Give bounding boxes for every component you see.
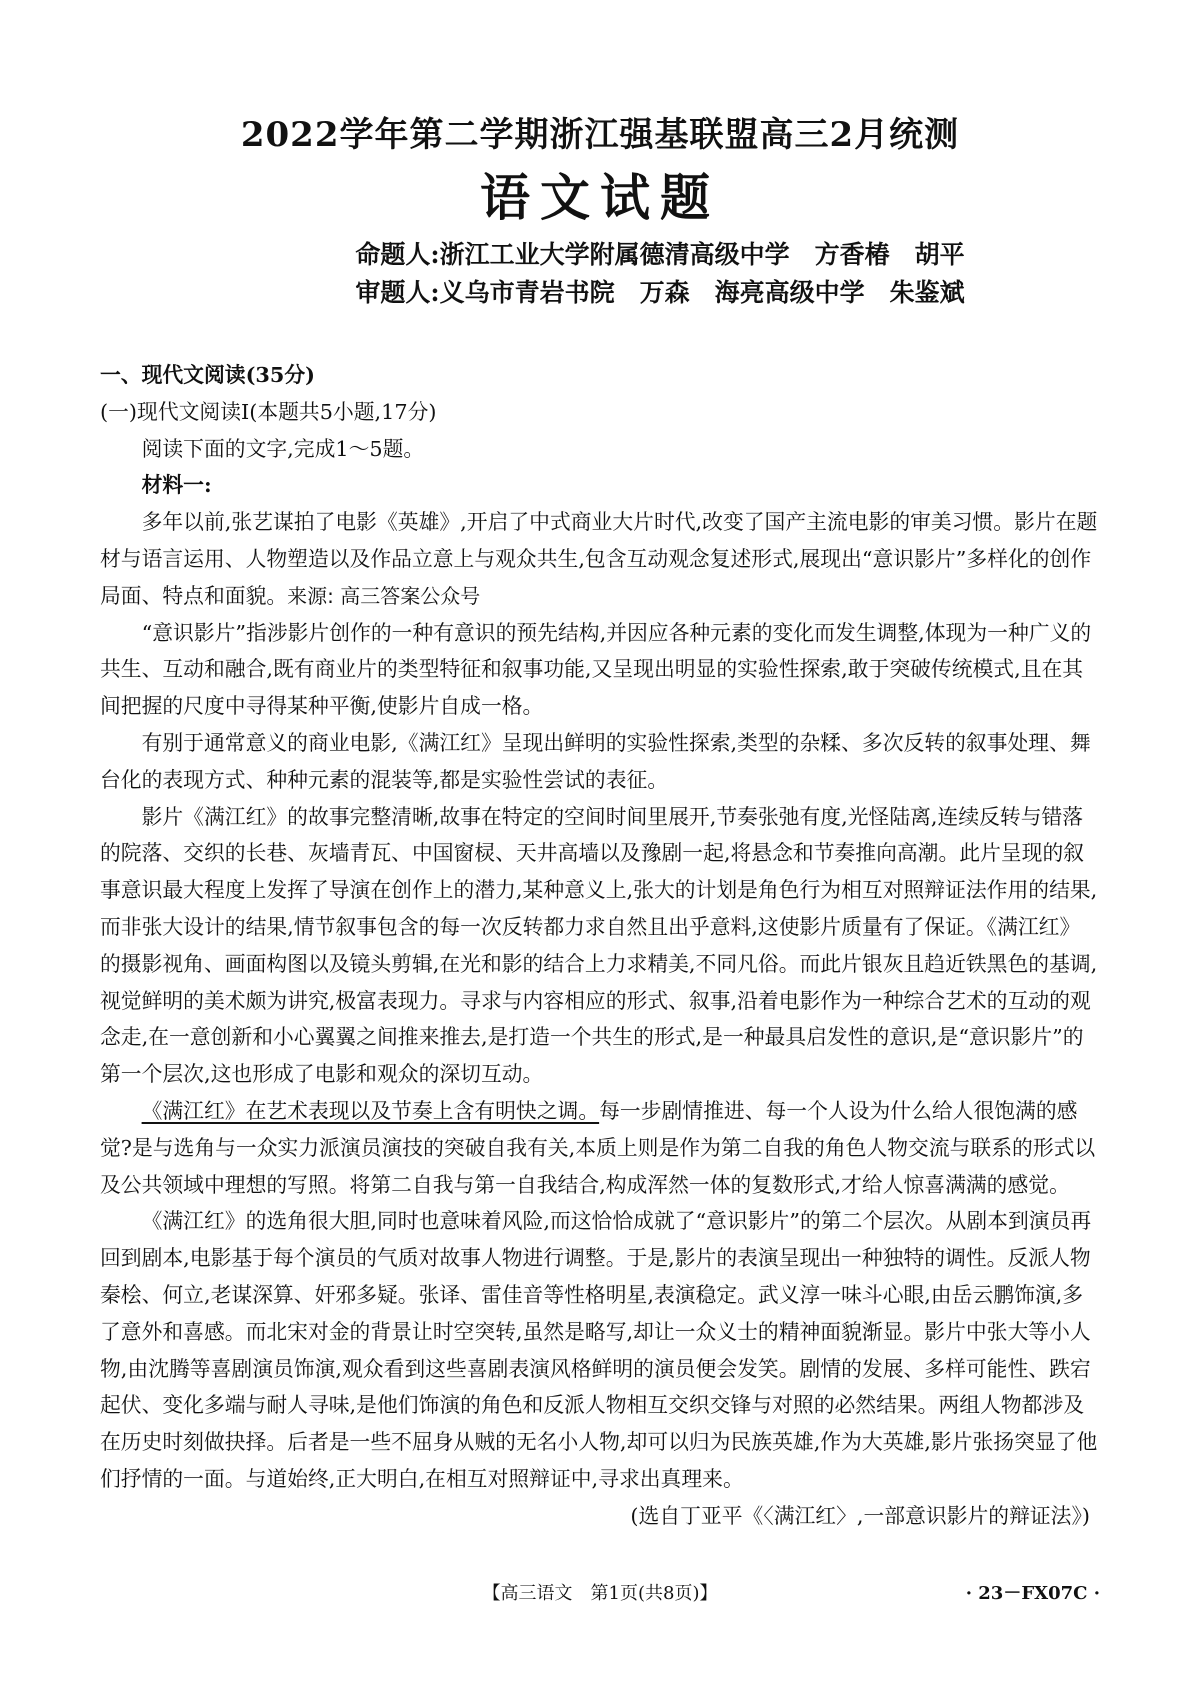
page-number-label: 【高三语文 第1页(共8页)】	[482, 1583, 718, 1604]
citation: (选自丁亚平《〈满江红〉,一部意识影片的辩证法》)	[630, 1503, 1090, 1528]
reviewer-line: 审题人:义乌市青岩书院 万森 海亮高级中学 朱鉴斌	[355, 278, 965, 307]
page-footer	[0, 1574, 1200, 1614]
paragraph-2: “意识影片”指涉影片创作的一种有意识的预先结构,并因应各种元素的变化而发生调整,体现为一种广义的共生、互动和融合,既有商业片的类型特征和叙事功能,又呈现出明显的实验性探索,敢于突破传统模式,且在其间把握的尺度中寻得某种平衡,使影片自成一格。	[100, 620, 1092, 719]
underlined-sentence: 《满江红》在艺术表现以及节奏上含有明快之调。	[141, 1098, 600, 1123]
subject-title: 语文试题	[480, 168, 720, 227]
source-note: 来源: 高三答案公众号	[287, 583, 481, 608]
material-label: 材料一:	[141, 472, 212, 498]
exam-code: · 23－FX07C ·	[965, 1583, 1100, 1604]
setter-line: 命题人:浙江工业大学附属德清高级中学 方香椿 胡平	[355, 240, 965, 269]
paragraph-6: 《满江红》的选角很大胆,同时也意味着风险,而这恰恰成就了“意识影片”的第二个层次。从剧本到演员再回到剧本,电影基于每个演员的气质对故事人物进行调整。于是,影片的表演呈现出一种独特的调性。反派人物秦桧、何立,老谋深算、奸邪多疑。张译、雷佳音等性格明星,表演稳定。武义淳一味斗心眼,由岳云鹏饰演,多了意外和喜感。而北宋对金的背景让时空突转,虽然是略写,却让一众义士的精神面貌渐显。影片中张大等小人物,由沈腾等喜剧演员饰演,观众看到这些喜剧表演风格鲜明的演员便会发笑。剧情的发展、多样可能性、跌宕起伏、变化多端与耐人寻味,是他们饰演的角色和反派人物相互交织交锋与对照的必然结果。两组人物都涉及在历史时刻做抉择。后者是一些不屈身从贼的无名小人物,却可以归为民族英雄,作为大英雄,影片张扬突显了他们抒情的一面。与道始终,正大明白,在相互对照辩证中,寻求出真理来。	[100, 1209, 1098, 1491]
paragraph-1-text: 多年以前,张艺谋拍了电影《英雄》,开启了中式商业大片时代,改变了国产主流电影的审美习惯。影片在题材与语言运用、人物塑造以及作品立意上与观众共生,包含互动观念复述形式,展现出“意识影片”多样化的创作局面、特点和面貌。	[100, 510, 1098, 608]
reading-section	[100, 357, 1100, 1535]
paragraph-4: 影片《满江红》的故事完整清晰,故事在特定的空间时间里展开,节奏张弛有度,光怪陆离,连续反转与错落的院落、交织的长巷、灰墙青瓦、中国窗棂、天井高墙以及豫剧一起,将悬念和节奏推向高潮。此片呈现的叙事意识最大程度上发挥了导演在创作上的潜力,某种意义上,张大的计划是角色行为相互对照辩证法作用的结果,而非张大设计的结果,情节叙事包含的每一次反转都力求自然且出乎意料,这使影片质量有了保证。《满江红》的摄影视角、画面构图以及镜头剪辑,在光和影的结合上力求精美,不同凡俗。而此片银灰且趋近铁黑色的基调,视觉鲜明的美术颇为讲究,极富表现力。寻求与内容相应的形式、叙事,沿着电影作为一种综合艺术的互动的观念走,在一意创新和小心翼翼之间推来推去,是打造一个共生的形式,是一种最具启发性的意识,是“意识影片”的第一个层次,这也形成了电影和观众的深切互动。	[100, 804, 1098, 1087]
paragraph-5	[100, 1093, 1100, 1203]
section-heading: 一、现代文阅读(35分)	[100, 362, 315, 387]
paragraph-1	[100, 504, 1100, 614]
page-header	[0, 112, 1200, 312]
paragraph-3: 有别于通常意义的商业电影,《满江红》呈现出鲜明的实验性探索,类型的杂糅、多次反转的叙事处理、舞台化的表现方式、种种元素的混装等,都是实验性尝试的表征。	[100, 730, 1091, 792]
exam-title: 2022学年第二学期浙江强基联盟高三2月统测	[240, 115, 960, 155]
paragraph-5-text: 每一步剧情推进、每一个人设为什么给人很饱满的感觉?是与选角与一众实力派演员演技的突破自我有关,本质上则是作为第二自我的角色人物交流与联系的形式以及公共领域中理想的写照。将第二自我与第一自我结合,构成浑然一体的复数形式,才给人惊喜满满的感觉。	[100, 1098, 1096, 1197]
section-subheading: (一)现代文阅读Ⅰ(本题共5小题,17分)	[100, 399, 437, 424]
section-instruction: 阅读下面的文字,完成1～5题。	[141, 436, 425, 461]
